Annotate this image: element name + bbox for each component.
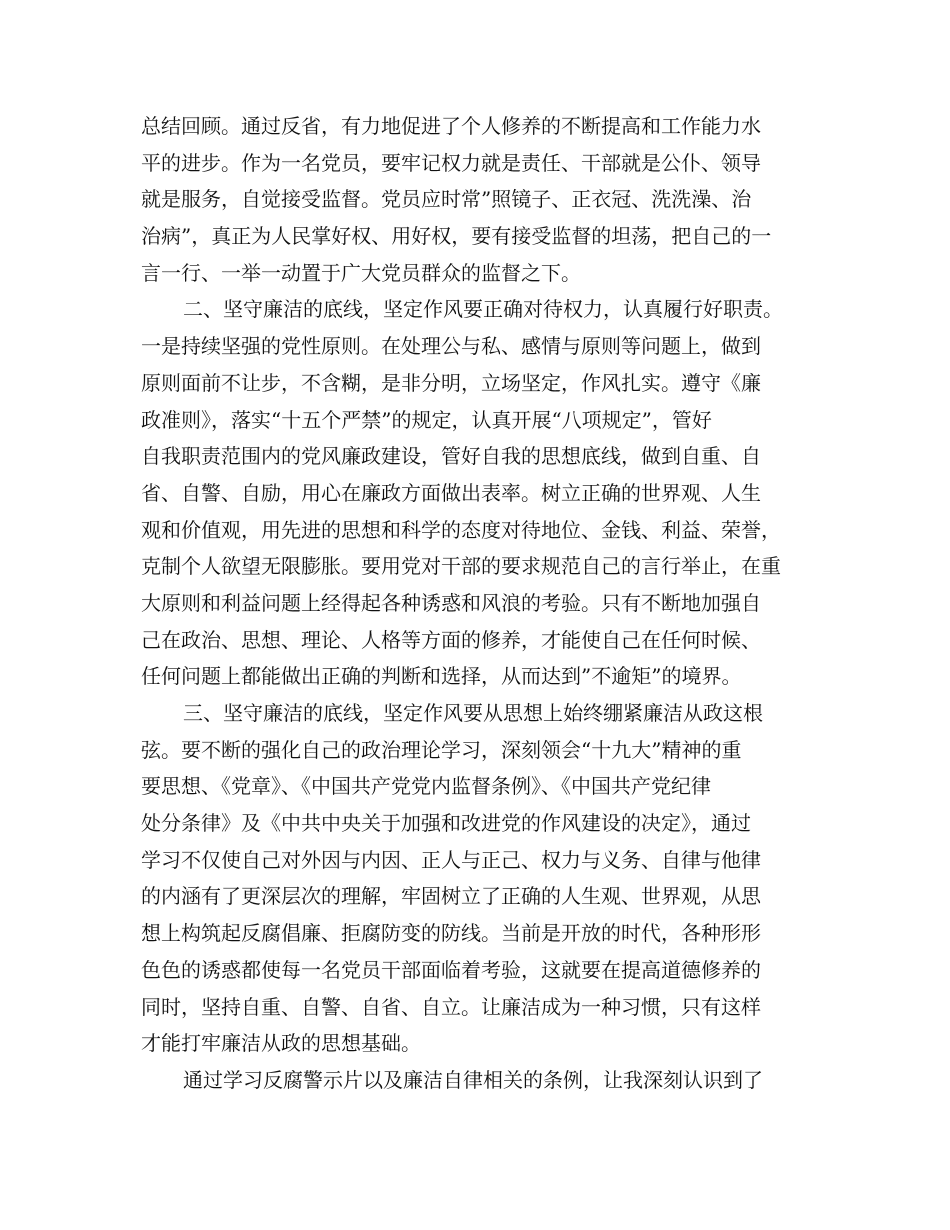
text-line: 色色的诱惑都使每一名党员干部面临着考验，这就要在提高道德修养的	[141, 957, 761, 982]
text-line: 处分条律》及《中共中央关于加强和改进党的作风建设的决定》，通过	[141, 811, 751, 836]
document-body	[141, 108, 831, 1099]
text-line: 政准则》，落实“十五个严禁”的规定，认真开展“八项规定”，管好	[141, 407, 712, 432]
text-line: 学习不仅使自己对外因与内因、正人与正己、权力与义务、自律与他律	[141, 847, 761, 872]
text-line: 任何问题上都能做出正确的判断和选择，从而达到”不逾矩”的境界。	[141, 664, 742, 689]
text-line: 要思想、《党章》、《中国共产党党内监督条例》、《中国共产党纪律	[141, 774, 711, 799]
text-line: 言一行、一举一动置于广大党员群众的监督之下。	[141, 260, 581, 285]
text-line: 大原则和利益问题上经得起各种诱惑和风浪的考验。只有不断地加强自	[141, 590, 761, 615]
text-line: 就是服务，自觉接受监督。党员应时常”照镜子、正衣冠、洗洗澡、治	[141, 187, 752, 212]
text-line: 一是持续坚强的党性原则。在处理公与私、感情与原则等问题上，做到	[141, 334, 761, 359]
text-line: 原则面前不让步，不含糊，是非分明，立场坚定，作风扎实。遵守《廉	[141, 370, 761, 395]
text-line: 同时，坚持自重、自警、自省、自立。让廉洁成为一种习惯，只有这样	[141, 994, 761, 1019]
text-line: 己在政治、思想、理论、人格等方面的修养，才能使自己在任何时候、	[141, 627, 761, 652]
paragraph-start-line: 二、坚守廉洁的底线，坚定作风要正确对待权力，认真履行好职责。	[183, 297, 783, 322]
paragraph-start-line: 通过学习反腐警示片以及廉洁自律相关的条例，让我深刻认识到了	[183, 1067, 763, 1092]
text-line: 总结回顾。通过反省，有力地促进了个人修养的不断提高和工作能力水	[141, 114, 761, 138]
text-line: 自我职责范围内的党风廉政建设，管好自我的思想底线，做到自重、自	[141, 444, 761, 469]
text-line: 克制个人欲望无限膨胀。要用党对干部的要求规范自己的言行举止，在重	[141, 554, 781, 579]
text-line: 观和价值观，用先进的思想和科学的态度对待地位、金钱、利益、荣誉，	[141, 517, 781, 542]
text-line: 才能打牢廉洁从政的思想基础。	[141, 1031, 421, 1056]
text-line: 弦。要不断的强化自己的政治理论学习，深刻领会“十九大”精神的重	[141, 737, 742, 762]
paragraph-start-line: 三、坚守廉洁的底线，坚定作风要从思想上始终绷紧廉洁从政这根	[183, 701, 763, 725]
text-line: 想上构筑起反腐倡廉、拒腐防变的防线。当前是开放的时代，各种形形	[141, 921, 761, 946]
text-line: 省、自警、自励，用心在廉政方面做出表率。树立正确的世界观、人生	[141, 480, 761, 505]
text-line: 治病”，真正为人民掌好权、用好权，要有接受监督的坦荡，把自己的一	[141, 224, 772, 249]
text-line: 的内涵有了更深层次的理解，牢固树立了正确的人生观、世界观，从思	[141, 884, 761, 909]
text-line: 平的进步。作为一名党员，要牢记权力就是责任、干部就是公仆、领导	[141, 150, 761, 175]
